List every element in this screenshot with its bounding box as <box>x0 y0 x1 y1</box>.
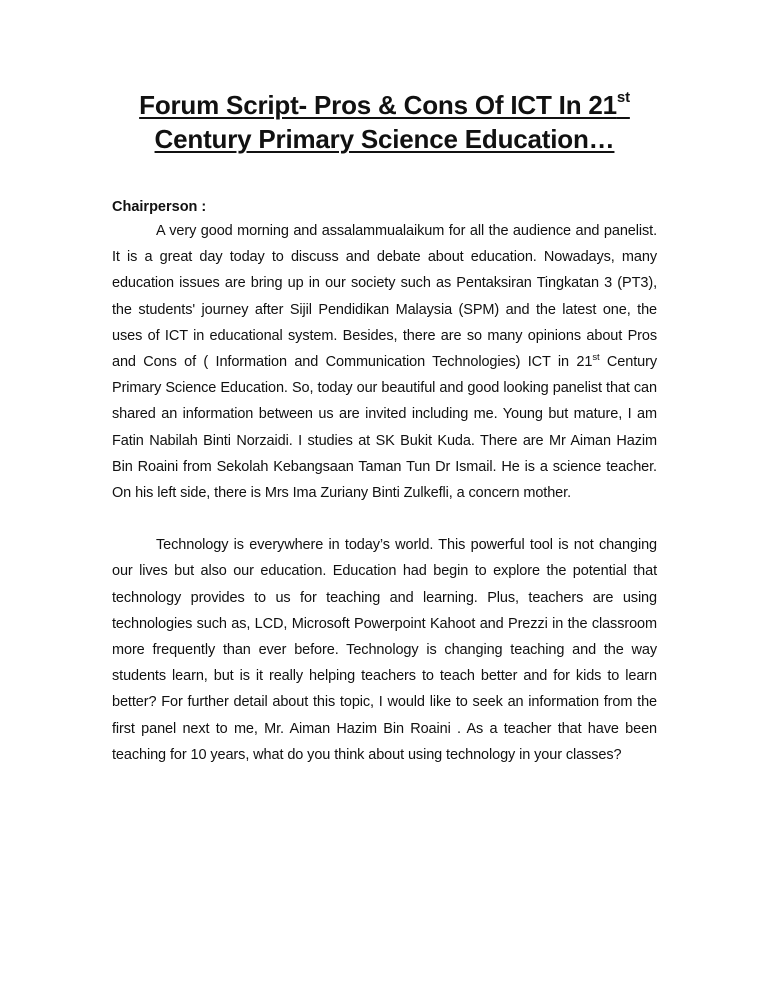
title-superscript: st <box>616 89 630 106</box>
title-line-2: Century Primary Science Education… <box>154 124 615 154</box>
title-line-1 <box>112 88 657 122</box>
paragraph-intro-part2: Century Primary Science Education. So, today our beautiful and good looking panelist that can shared an information between us are invited including me. Young but mature, I am Fatin Nabilah Binti Norzaidi. I studies at SK Bukit Kuda. There are Mr Aiman Hazim Bin Roaini from Sekolah Kebangsaan Taman Tun Dr Ismail. He is a science teacher. On his left side, there is Mrs Ima Zuriany Binti Zulkefli, a concern mother. <box>112 354 658 502</box>
speaker-label: Chairperson : <box>112 199 207 215</box>
document-page <box>112 88 657 768</box>
paragraph-intro <box>112 218 657 506</box>
title-line-1-text: Forum Script- Pros & Cons Of ICT In 21 <box>139 90 617 120</box>
paragraph-technology: Technology is everywhere in today’s world. This powerful tool is not changing our lives but also our education. Education had begin to explore the potential that technology provides to us for teaching and learning. Plus, teachers are using technologies such as, LCD, Microsoft Powerpoint Kahoot and Prezzi in the classroom more frequently than ever before. Technology is changing teaching and the way students learn, but is it really helping teachers to teach better and for kids to learn better? For further detail about this topic, I would like to seek an information from the first panel next to me, Mr. Aiman Hazim Bin Roaini . As a teacher that have been teaching for 10 years, what do you think about using technology in your classes? <box>112 537 657 763</box>
page-title <box>112 88 657 156</box>
paragraph-intro-part1: A very good morning and assalammualaikum for all the audience and panelist. It is a great day today to discuss and debate about education. Nowadays, many education issues are bring up in our society such as Pentaksiran Tingkatan 3 (PT3), the students' journey after Sijil Pendidikan Malaysia (SPM) and the latest one, the uses of ICT in educational system. Besides, there are so many opinions about Pros and Cons of ( Information and Communication Technologies) ICT in 21 <box>112 223 657 371</box>
paragraph-intro-superscript: st <box>592 352 600 364</box>
